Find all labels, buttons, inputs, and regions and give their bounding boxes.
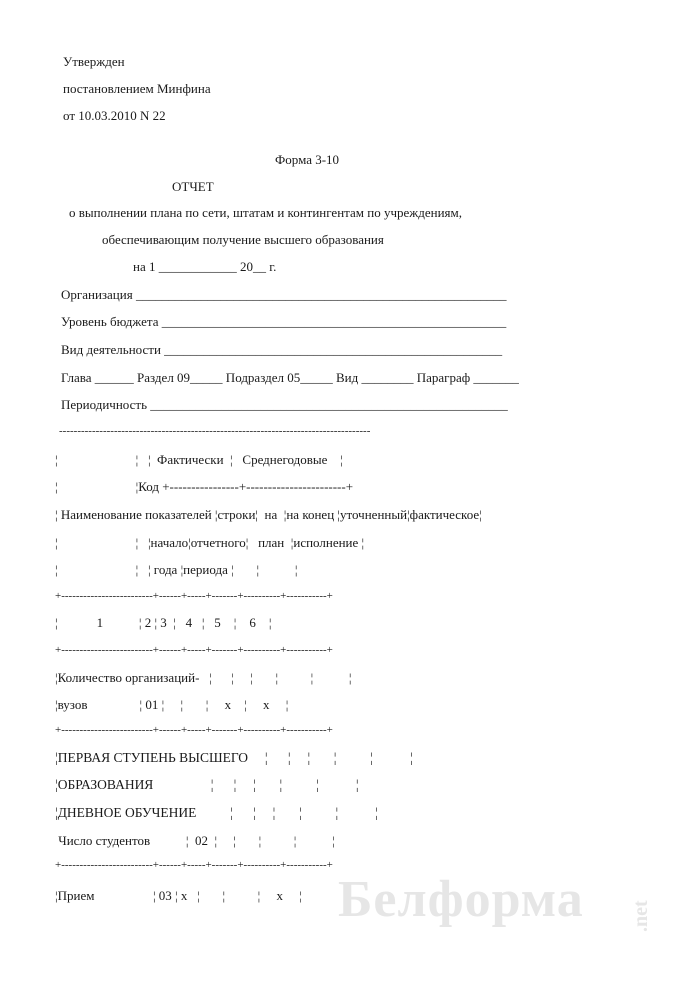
table-separator: +-------------------------+------+-----+-------+----------+-----------+ — [55, 724, 333, 736]
table-separator: +-------------------------+------+-----+-------+----------+-----------+ — [55, 859, 333, 871]
belforma-watermark: Белформа — [338, 871, 584, 928]
form-number: Форма 3-10 — [275, 152, 340, 167]
codes-field: Глава ______ Раздел 09_____ Подраздел 05_____ Вид ________ Параграф _______ — [61, 370, 519, 385]
organization-field: Организация _________________________________________________________ — [61, 287, 507, 302]
table-row: ¦ПЕРВАЯ СТУПЕНЬ ВЫСШЕГО ¦ ¦ ¦ ¦ ¦ ¦ — [55, 750, 413, 765]
table-header-line: ¦ ¦ ¦ Фактически ¦ Среднегодовые ¦ — [55, 452, 344, 467]
table-top-rule: ------------------------------------------------------------------------------------- — [59, 425, 371, 437]
approved-label: Утвержден — [63, 54, 125, 69]
table-header-line: ¦ Наименование показателей ¦строки¦ на ¦на конец ¦уточненный¦фактическое¦ — [55, 507, 482, 522]
table-row: ¦Количество организаций- ¦ ¦ ¦ ¦ ¦ ¦ — [55, 670, 352, 685]
activity-field: Вид деятельности ____________________________________________________ — [61, 342, 503, 357]
table-column-numbers: ¦ 1 ¦ 2 ¦ 3 ¦ 4 ¦ 5 ¦ 6 ¦ — [55, 615, 272, 630]
report-subtitle-1: о выполнении плана по сети, штатам и контингентам по учреждениям, — [69, 205, 462, 220]
table-header-line: ¦ ¦ ¦ года ¦периода ¦ ¦ ¦ — [55, 562, 298, 577]
decree-label: постановлением Минфина — [63, 81, 211, 96]
report-title: ОТЧЕТ — [172, 179, 214, 194]
budget-level-field: Уровень бюджета _____________________________________________________ — [61, 314, 507, 329]
table-row: ¦ОБРАЗОВАНИЯ ¦ ¦ ¦ ¦ ¦ ¦ — [55, 777, 359, 792]
table-separator: +-------------------------+------+-----+-------+----------+-----------+ — [55, 590, 333, 602]
periodicity-field: Периодичность _______________________________________________________ — [61, 397, 508, 412]
table-row: ¦вузов ¦ 01 ¦ ¦ ¦ x ¦ x ¦ — [55, 697, 289, 712]
belforma-watermark-suffix: .net — [630, 900, 652, 932]
table-row: ¦ДНЕВНОЕ ОБУЧЕНИЕ ¦ ¦ ¦ ¦ ¦ ¦ — [55, 805, 378, 820]
table-row: ¦Прием ¦ 03 ¦ x ¦ ¦ ¦ x ¦ — [55, 888, 302, 903]
table-row: Число студентов ¦ 02 ¦ ¦ ¦ ¦ ¦ — [55, 833, 335, 848]
table-header-line: ¦ ¦ ¦начало¦отчетного¦ план ¦исполнение ¦ — [55, 535, 365, 550]
report-date-line: на 1 ____________ 20__ г. — [133, 259, 277, 274]
report-subtitle-2: обеспечивающим получение высшего образования — [102, 232, 384, 247]
table-separator: +-------------------------+------+-----+-------+----------+-----------+ — [55, 644, 333, 656]
table-header-line: ¦ ¦Код +----------------+-----------------------+ — [55, 479, 354, 494]
decree-date: от 10.03.2010 N 22 — [63, 108, 166, 123]
